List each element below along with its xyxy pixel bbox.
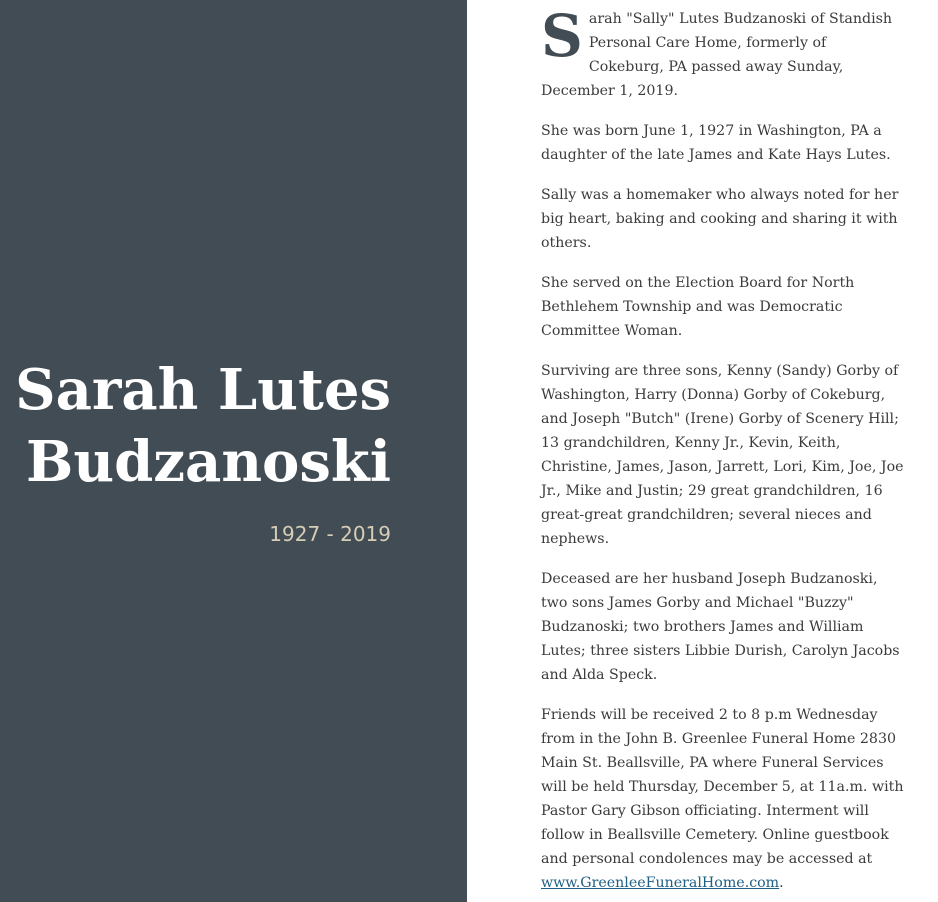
obituary-text xyxy=(541,2,905,902)
paragraph-7 xyxy=(541,703,905,895)
paragraph-4: She served on the Election Board for North Bethlehem Township and was Democratic Committee Woman. xyxy=(541,275,855,339)
paragraph-1 xyxy=(541,2,905,103)
funeral-home-link[interactable]: www.GreenleeFuneralHome.com xyxy=(541,875,780,891)
drop-cap: S xyxy=(541,2,583,70)
name-line-2: Budzanoski xyxy=(26,429,391,495)
paragraph-2: She was born June 1, 1927 in Washington, PA a daughter of the late James and Kate Hays Lutes. xyxy=(541,123,891,163)
paragraph-7-text: Friends will be received 2 to 8 p.m Wednesday from in the John B. Greenlee Funeral Home 2830 Main St. Beallsville, PA where Funeral Services will be held Thursday, December 5, at 11a.m. with Pastor Gary Gibson officiating. Interment will follow in Beallsville Cemetery. Online guestbook and personal condolences may be accessed at xyxy=(541,707,904,867)
paragraph-7-end: . xyxy=(779,875,784,891)
paragraph-5: Surviving are three sons, Kenny (Sandy) Gorby of Washington, Harry (Donna) Gorby of Cokeburg, and Joseph "Butch" (Irene) Gorby of Scenery Hill; 13 grandchildren, Kenny Jr., Kevin, Keith, Christine, James, Jason, Jarrett, Lori, Kim, Joe, Joe Jr., Mike and Justin; 29 great grandchildren, 16 great-great grandchildren; several nieces and nephews. xyxy=(541,363,904,547)
paragraph-6: Deceased are her husband Joseph Budzanoski, two sons James Gorby and Michael "Buzzy" Budzanoski; two brothers James and William Lutes; three sisters Libbie Durish, Carolyn Jacobs and Alda Speck. xyxy=(541,571,900,683)
deceased-name xyxy=(15,354,391,498)
paragraph-1-text: arah "Sally" Lutes Budzanoski of Standish Personal Care Home, formerly of Cokeburg, PA passed away Sunday, December 1, 2019. xyxy=(541,11,893,99)
name-panel xyxy=(0,0,467,902)
name-line-1: Sarah Lutes xyxy=(15,357,391,423)
life-years: 1927 - 2019 xyxy=(269,522,391,546)
paragraph-3: Sally was a homemaker who always noted for her big heart, baking and cooking and sharing it with others. xyxy=(541,187,899,251)
